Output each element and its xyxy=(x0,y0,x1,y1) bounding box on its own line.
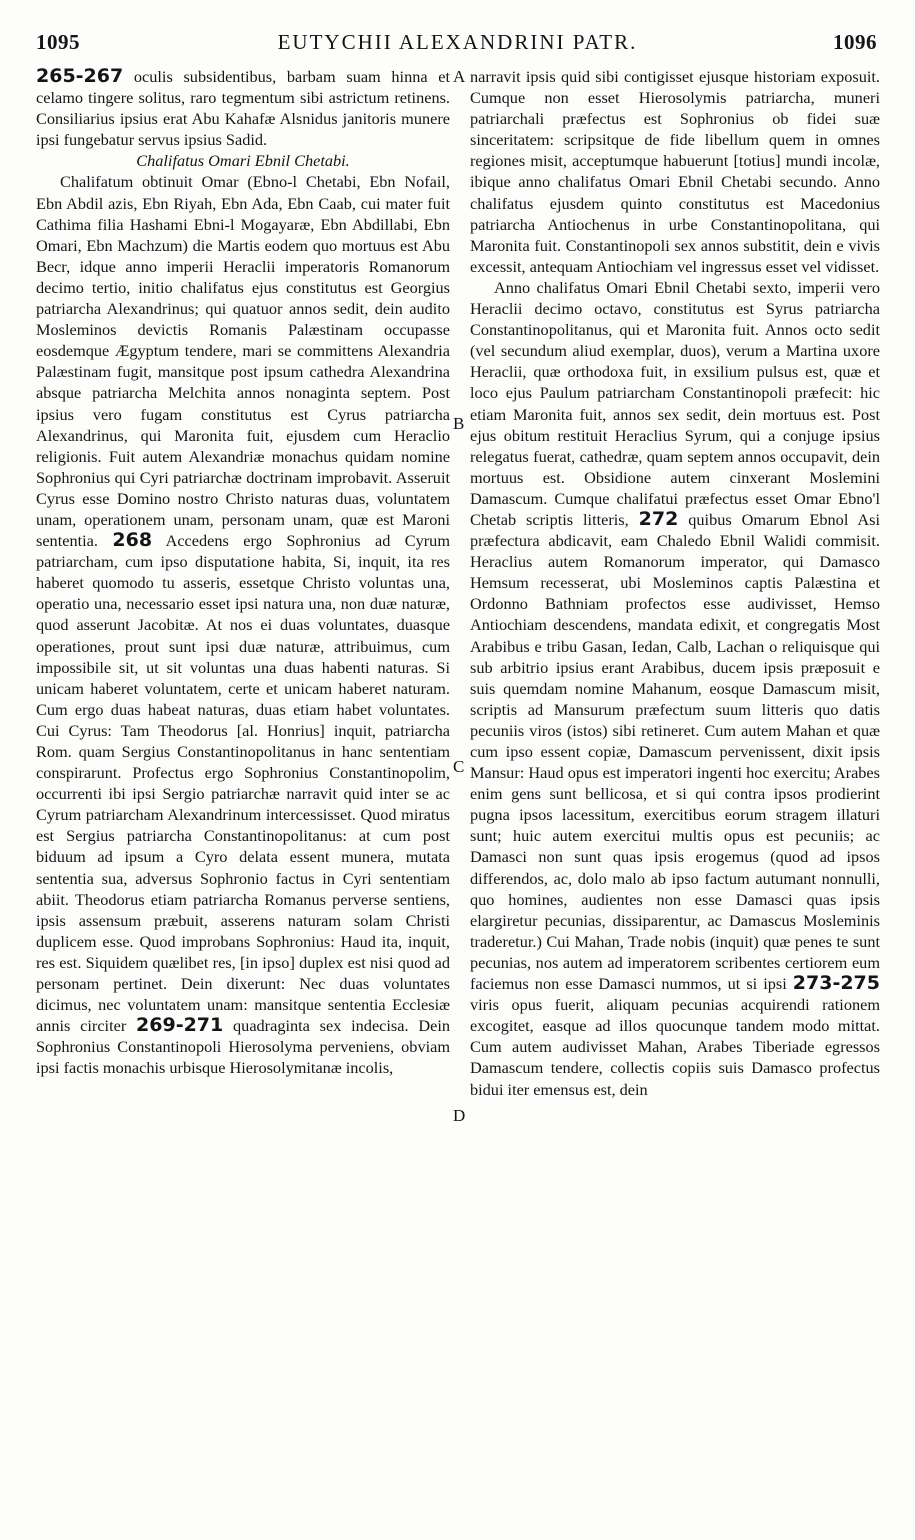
right-paragraph-1: narravit ipsis quid sibi contigisset ejusque historiam exposuit. Cumque non esset Hierosolymis patriarcha, muneri patriarchali præfectus est Sophronius ob fidei suæ sinceritatem: scripsitque de fide libellum quem in omnes regiones misit, acceptumque habuerunt [totius] mundi incolæ, ibique anno chalifatus Omari Ebnil Chetabi secundo. Anno chalifatus ejusdem quinto constitutus est Macedonius patriarcha Antiochenus in urbe Constantinopolitana, qui Maronita fuit. Constantinopoli sex annos substitit, dein e vivis excessit, antequam Antiochiam vel ingressus esset vel vidisset. xyxy=(470,67,880,276)
paragraph-text: Accedens ergo Sophronius ad Cyrum patriarcham, cum ipso disputatione habita, Si, inquit, ita res haberet quomodo tu asseris, essetque Christo voluntas una, operatio una, necessario esset ipsi natura una, non duæ naturæ, quod asserunt Jacobitæ. At nos ei duas voluntates, duasque operationes, prout sunt ipsi duæ naturæ, attribuimus, cum impossibile sit, ut sit voluntas una duas habenti naturas. Si unicam haberet voluntatem, certe et unicam haberet naturam. Cum ergo duas habeat naturas, duas etiam habet voluntates. Cui Cyrus: Tam Theodorus [al. Honrius] inquit, patriarcha Rom. quam Sergius Constantinopolitanus in hanc sententiam conspirarunt. Profectus ergo Sophronius Constantinopolim, occurrenti ibi ipsi Sergio patriarchæ narravit quid inter se ac Cyrum patriarcham Alexandrinum intercessisset. Quod miratus est Sergius patriarcha Constantinopolitanus: at cum post biduum ad ipsum a Cyro delata essent munera, mutata sententia sua, adversus Sophronio factus in Cyri sententiam abiit. Theodorus etiam patriarcha Romanus perverse sentiens, ipsis assensum præbuit, asserens naturam solam Christi duplicem esse. Quod improbans Sophronius: Haud ita, inquit, res est. Siquidem quælibet res, [in ipso] duplex est nisi quod ad personam pertinet. Dein dixerunt: Nec duas voluntates dicimus, nec voluntatem unam: mansitque sententia Ecclesiæ annis circiter xyxy=(36,531,450,1036)
right-column xyxy=(470,66,880,1100)
page-number-right: 1096 xyxy=(833,30,877,54)
paragraph-text: oculis subsidentibus, barbam suam hinna et celamo tingere solitus, raro tegmentum sibi astrictum retinens. Consiliarius ipsius erat Abu Kahafæ Alsnidus janitoris munere ipsi fungebatur servus ipsius Sadid. xyxy=(36,67,450,150)
paragraph-text: Chalifatum obtinuit Omar (Ebno-l Chetabi, Ebn Nofail, Ebn Abdil azis, Ebn Riyah, Ebn Ada, Ebn Caab, cui mater fuit Cathima filia Hashami Ebni-l Mogayaræ, Ebn Abdillabi, Ebn Omari, Ebn Machzum) die Martis eodem quo mortuus est Abu Becr, idque anno imperii Heraclii imperatoris Romanorum decimo tertio, initio chalifatus ejus constitutus est Georgius patriarcha Alexandrinus; qui quatuor annos sedit, dein audito Mosleminos devictis Romanis Palæstinam occupasse eosdemque Ægyptum tendere, mari se committens Alexandria Palæstinam fugit, mansitque post ipsum cathedra Alexandrina absque patriarcha Melchita annos nonaginta septem. Post ipsius vero fugam constitutus est Cyrus patriarcha Alexandrinus, qui Maronita fuit, ejusdem cum Heraclio religionis. Fuit autem Alexandriæ monachus quidam nomine Sophronius qui Cyri patriarchæ doctrinam improbavit. Asseruit Cyrus esse Domino nostro Christo naturas duas, voluntatem unam, operationem unam, personam unam, quæ est Maroni sententia. xyxy=(36,172,450,551)
running-title: EUTYCHII ALEXANDRINI PATR. xyxy=(277,30,638,54)
paragraph-text: quadraginta sex indecisa. Dein Sophronius Constantinopoli Hierosolyma perveniens, obviam ipsi factis monachis urbisque Hierosolymitanæ incolis, xyxy=(36,1016,450,1078)
margin-marker-a: A xyxy=(453,67,466,86)
margin-marker-b: B xyxy=(453,414,465,433)
paragraph-text: quibus Omarum Ebnol Asi præfectura abdicavit, eam Chaledo Ebnil Walidi commisit. Heraclius autem Romanorum imperator, qui Damasco Hemsum recesserat, ubi Mosleminos captis Palæstina et Ordonno Bathniam profectos esse audivisset, Hemso Antiochiam descendens, mandata edixit, et congregatis Most Arabibus e tribu Gasan, Iedan, Calb, Lachan o reliquisque qui sub arbitrio ipsius erant Arabibus, ducem ipsis præposuit e suis quemdam nomine Mahanum, eosque Damascum misit, scriptis ad Mansurum præfectum suum litteris quo datis pecuniis viros (istos) sibi retineret. Cum autem Mahan et quæ cum ipso essent copiæ, Damascum pervenissent, dixit ipsis Mansur: Haud opus est imperatori ingenti hoc exercitu; Arabes enim gens sunt bellicosa, et si qui contra ipsos prodierint pugna ipsos lacessitum, exercitibus eorum stragem illaturi sunt; huic autem exercitui multis opus est pecuniis; ac Damasci non sunt quas ipsis erogemus (quod ad ipsos differendos, ac, dolo malo ab ipso factum autumant nonnulli, quo homines, audientes non esse Damasci quas ipsis elargiretur pecunias, dissiparentur, ac Damascus Mosleminis traderetur.) Cui Mahan, Trade nobis (inquit) quæ penes te sunt pecunias, nos autem ad imperatorem scribentes certiorem eum faciemus non esse Damasci nummos, ut si ipsi xyxy=(470,509,881,994)
section-heading: Chalifatus Omari Ebnil Chetabi. xyxy=(136,151,350,171)
margin-marker-c: C xyxy=(453,757,465,776)
margin-marker-d: D xyxy=(453,1106,466,1125)
left-paragraph-1 xyxy=(36,66,450,150)
section-number: 265-267 xyxy=(36,65,124,87)
left-column xyxy=(36,66,450,1079)
page-number-left: 1095 xyxy=(36,30,80,54)
paragraph-text: viris opus fuerit, aliquam pecunias acquirendi rationem excogitet, easque ad illos quocunque tandem modo mittat. Cum autem audivisset Mahan, Arabes Tiberiade egressos Damascum tendere, collectis copiis suis Damasco profectus bidui iter emensus est, dein xyxy=(470,995,880,1099)
section-number: 269-271 xyxy=(136,1014,224,1037)
paragraph-text: Anno chalifatus Omari Ebnil Chetabi sexto, imperii vero Heraclii decimo octavo, constitutus est Syrus patriarcha Constantinopolitanus, qui et Maronita fuit. Annos octo sedit (vel secundum aliud exemplar, duos), verum a Martina uxore Heraclii, quæ orthodoxa fuit, in exsilium pulsus est, quæ et loco ejus Paulum patriarcham Constantinopoli præfecit: hic etiam Maronita fuit, annos sex sedit, dein mortuus est. Post ejus obitum restituit Heraclius Syrum, qui a conjuge ipsius relegatus fuerat, cathedræ, quam septem annos occupavit, dein mortuus est. Obsidione autem cinxerant Moslemini Damascum. Cumque chalifatui præfectus esset Omar Ebno'l Chetab scriptis litteris, xyxy=(470,277,880,529)
right-paragraph-2 xyxy=(470,277,880,1100)
section-number: 273-275 xyxy=(792,972,880,995)
left-paragraph-2 xyxy=(36,171,450,1078)
section-number: 272 xyxy=(638,507,679,530)
page-header xyxy=(0,14,915,54)
section-number: 268 xyxy=(112,529,153,552)
